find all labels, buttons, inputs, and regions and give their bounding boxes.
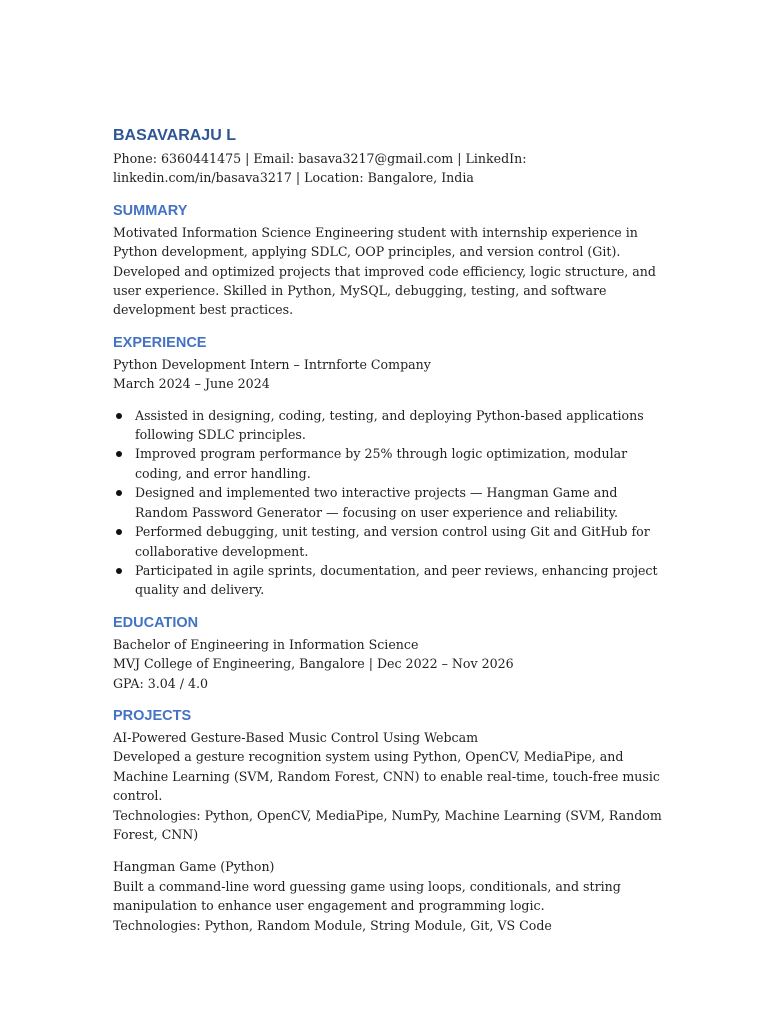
project-description: Built a command-line word guessing game using loops, conditionals, and string manipulation to enhance user engagement and programming logic. [113,878,621,914]
bullet-icon [116,490,122,496]
bullet-text: Assisted in designing, coding, testing, and deploying Python-based applications following SDLC principles. [135,407,644,443]
projects-section [113,706,668,935]
project-technologies: Technologies: Python, OpenCV, MediaPipe, NumPy, Machine Learning (SVM, Random Forest, CNN) [113,807,662,842]
experience-role: Python Development Intern – Intrnforte Company [113,356,431,372]
project-description: Developed a gesture recognition system using Python, OpenCV, MediaPipe, and Machine Learning (SVM, Random Forest, CNN) to enable real-time, touch-free music control. [113,749,660,804]
resume-header [113,126,668,188]
projects-heading: PROJECTS [113,707,192,724]
list-item [113,483,668,522]
bullet-text: Designed and implemented two interactive projects — Hangman Game and Random Password Generator — focusing on user experience and reliability. [135,485,619,520]
experience-bullet-list [113,406,668,600]
experience-heading: EXPERIENCE [113,334,207,351]
experience-section [113,333,668,600]
list-item [113,522,668,561]
education-gpa: GPA: 3.04 / 4.0 [113,675,209,691]
list-item [113,406,668,445]
project-title: Hangman Game (Python) [113,859,275,875]
project-item [113,728,668,844]
summary-heading: SUMMARY [113,202,188,219]
list-item [113,444,668,483]
bullet-icon [116,451,122,457]
education-section [113,613,668,693]
candidate-name: BASAVARAJU L [113,127,236,144]
summary-text: Motivated Information Science Engineering student with internship experience in Python development, applying SDLC, OOP principles, and version control (Git). Developed and optimized projects that improved code efficiency, logic structure, and user experience. Skilled in Python, MySQL, debugging, testing, and software development best practices. [113,224,656,318]
bullet-icon [116,529,122,535]
summary-section [113,201,668,320]
contact-line-1: Phone: 6360441475 | Email: basava3217@gmail.com | LinkedIn: [113,151,527,166]
bullet-text: Improved program performance by 25% through logic optimization, modular coding, and error handling. [135,446,628,481]
education-heading: EDUCATION [113,614,199,631]
project-item [113,857,668,935]
project-technologies: Technologies: Python, Random Module, String Module, Git, VS Code [113,917,552,933]
experience-dates: March 2024 – June 2024 [113,376,270,392]
project-title: AI-Powered Gesture-Based Music Control Using Webcam [113,729,479,745]
bullet-icon [116,413,122,419]
bullet-text: Participated in agile sprints, documentation, and peer reviews, enhancing project quality and delivery. [135,562,658,598]
contact-line-2: linkedin.com/in/basava3217 | Location: Bangalore, India [113,170,474,186]
education-college: MVJ College of Engineering, Bangalore | Dec 2022 – Nov 2026 [113,656,514,672]
education-degree: Bachelor of Engineering in Information Science [113,636,419,652]
bullet-text: Performed debugging, unit testing, and version control using Git and GitHub for collaborative development. [135,524,650,559]
bullet-icon [116,568,122,574]
list-item [113,561,668,600]
